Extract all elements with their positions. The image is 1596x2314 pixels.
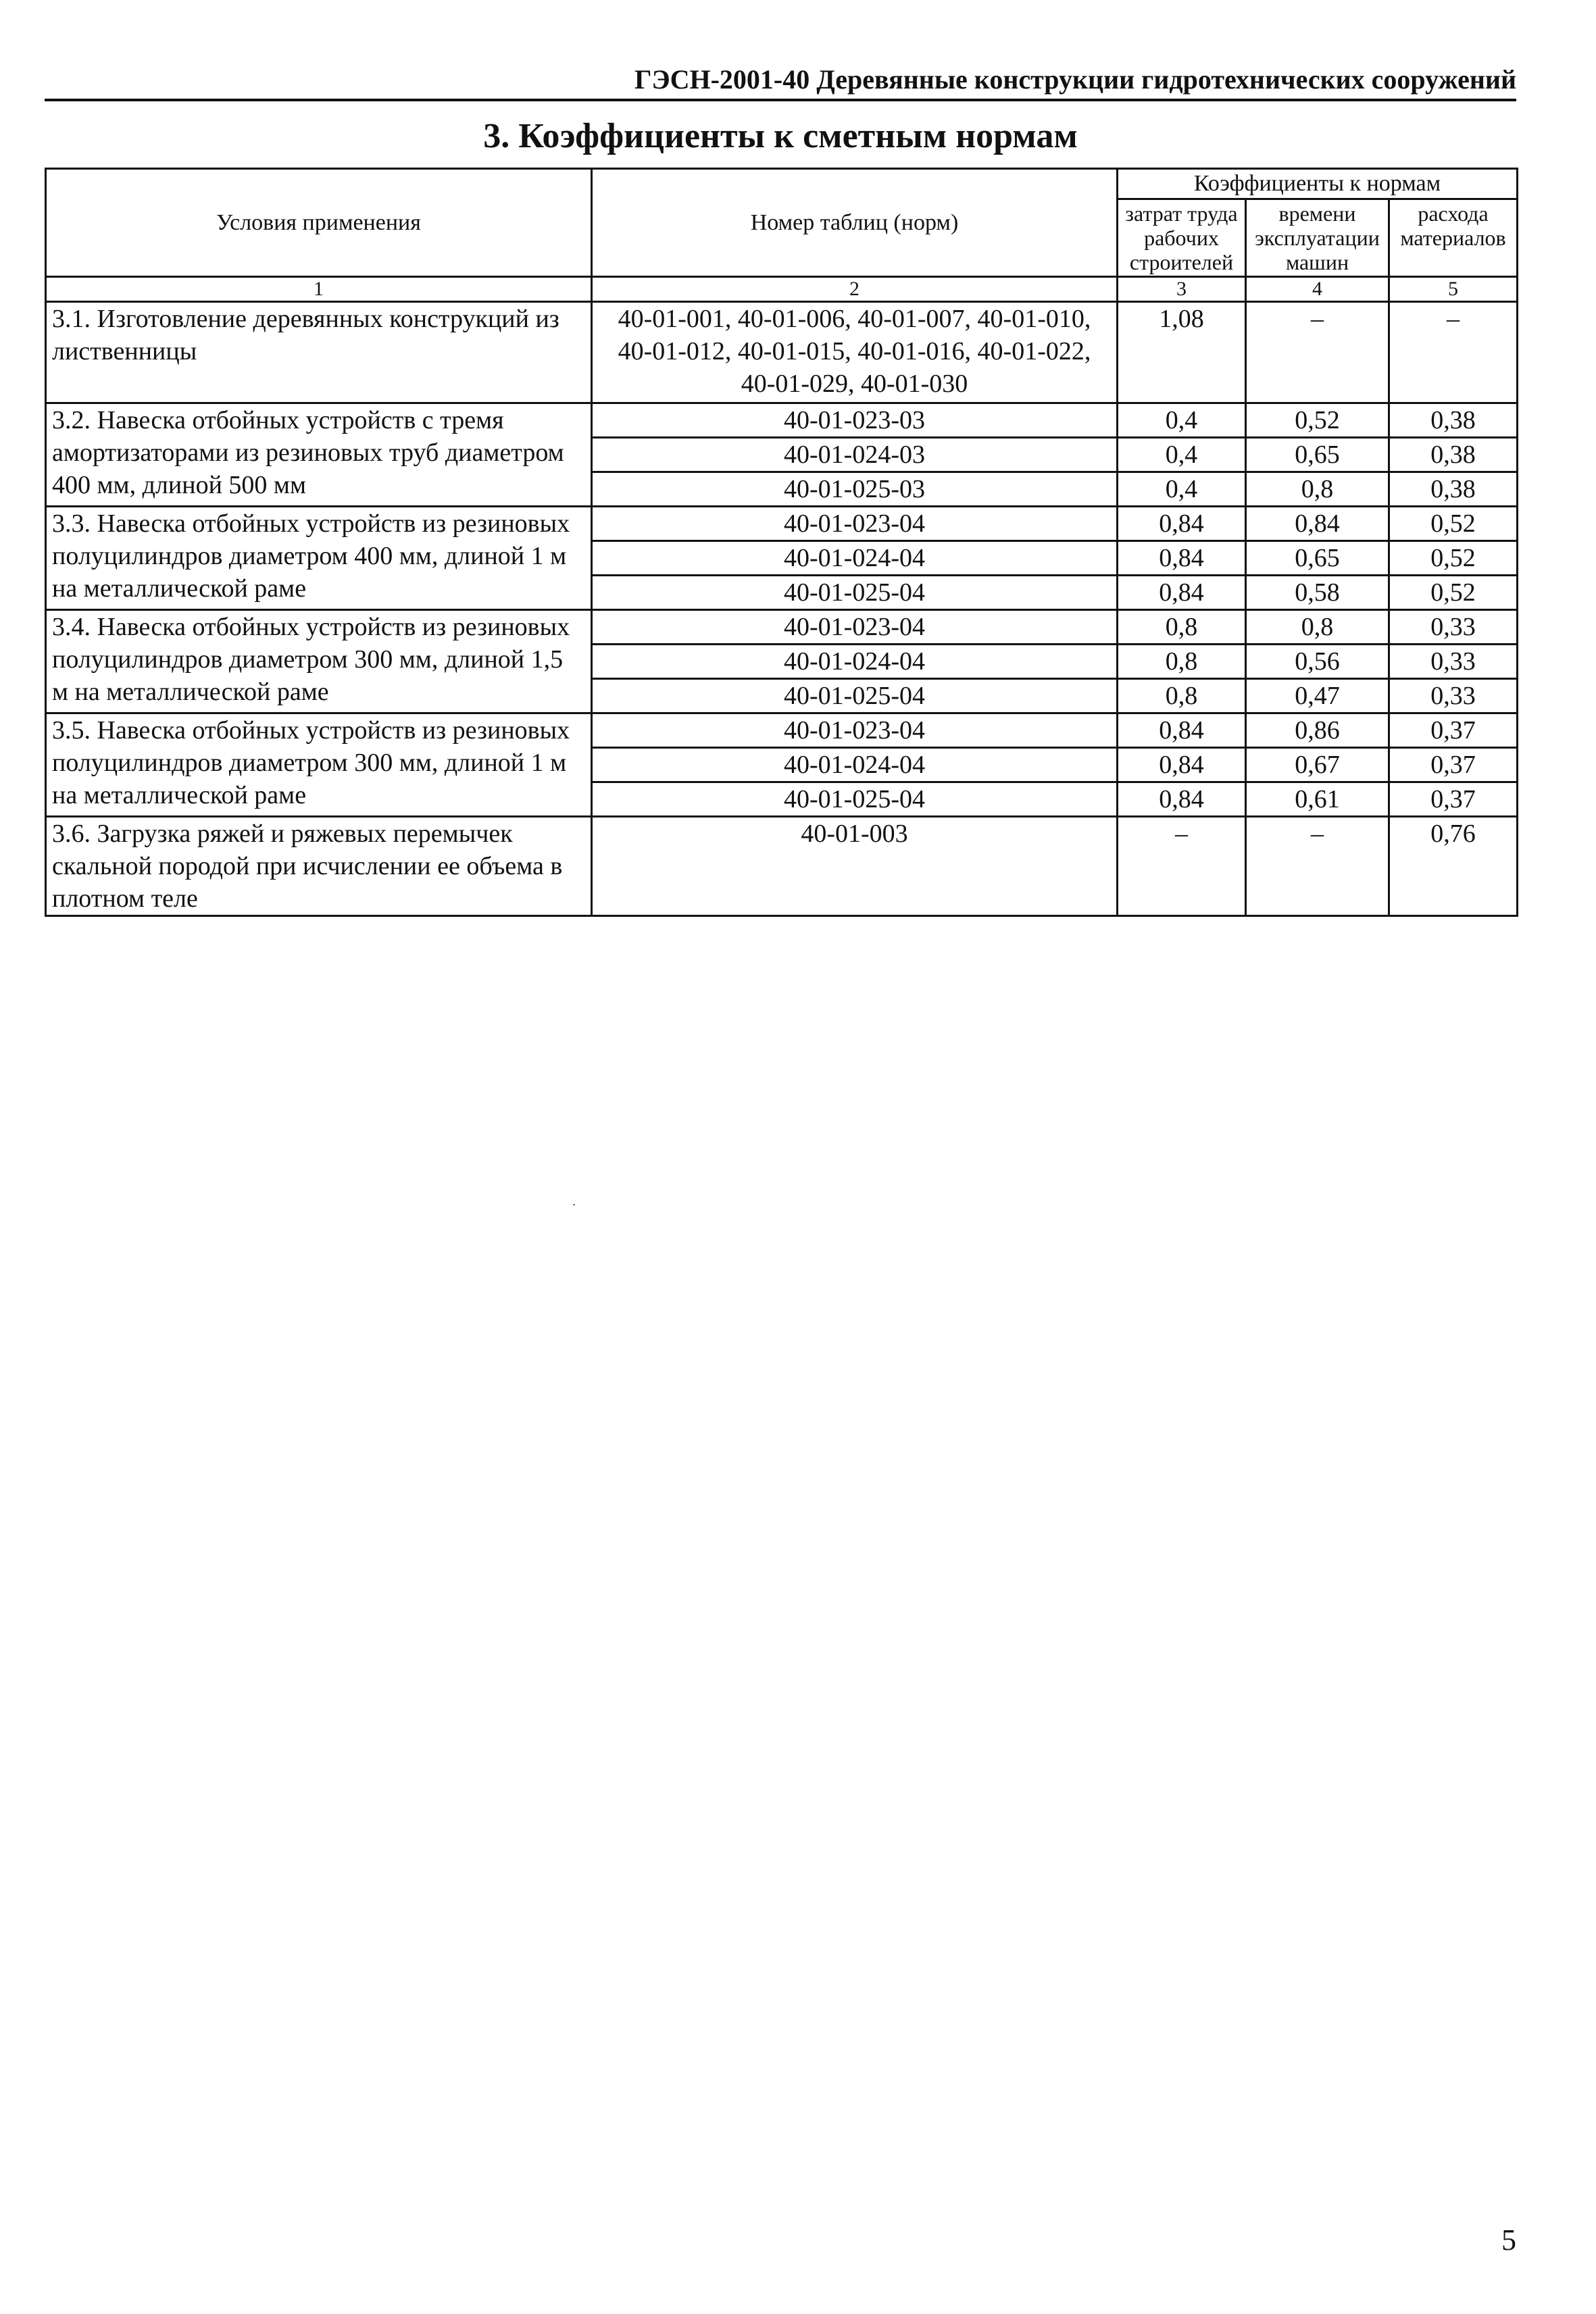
table-row	[46, 302, 1518, 403]
machines-cell: 0,61	[1246, 782, 1389, 817]
tables-cell: 40-01-025-03	[592, 472, 1118, 507]
labor-cell: 0,84	[1118, 507, 1246, 541]
machines-cell: 0,58	[1246, 576, 1389, 610]
column-index: 1	[46, 277, 592, 302]
table-row	[46, 403, 1518, 438]
tables-cell: 40-01-024-04	[592, 645, 1118, 679]
tables-cell: 40-01-023-04	[592, 610, 1118, 645]
materials-cell: 0,33	[1389, 645, 1518, 679]
materials-cell: 0,33	[1389, 610, 1518, 645]
labor-cell: 0,8	[1118, 645, 1246, 679]
labor-cell: 0,4	[1118, 438, 1246, 472]
tables-cell: 40-01-023-03	[592, 403, 1118, 438]
materials-cell: 0,38	[1389, 403, 1518, 438]
condition-cell: 3.2. Навеска отбойных устройств с тремя амортизаторами из резиновых труб диаметром 400 мм, длиной 500 мм	[46, 403, 592, 507]
labor-cell: 0,8	[1118, 610, 1246, 645]
machines-header: времени эксплуатации машин	[1246, 199, 1389, 277]
column-index: 4	[1246, 277, 1389, 302]
labor-cell: 0,84	[1118, 782, 1246, 817]
materials-cell: 0,37	[1389, 782, 1518, 817]
materials-cell: 0,38	[1389, 438, 1518, 472]
materials-cell: 0,33	[1389, 679, 1518, 713]
tables-cell: 40-01-025-04	[592, 782, 1118, 817]
materials-cell: 0,52	[1389, 507, 1518, 541]
machines-cell: 0,47	[1246, 679, 1389, 713]
materials-cell: 0,52	[1389, 576, 1518, 610]
condition-cell: 3.1. Изготовление деревянных конструкций из лиственницы	[46, 302, 592, 403]
tables-cell: 40-01-025-04	[592, 576, 1118, 610]
machines-cell: 0,86	[1246, 713, 1389, 748]
running-header	[45, 64, 1516, 101]
materials-cell: 0,37	[1389, 748, 1518, 782]
labor-cell: 0,8	[1118, 679, 1246, 713]
tables-cell: 40-01-003	[592, 817, 1118, 916]
machines-cell: 0,8	[1246, 472, 1389, 507]
table-row	[46, 713, 1518, 748]
condition-cell: 3.4. Навеска отбойных устройств из резиновых полуцилиндров диаметром 300 мм, длиной 1,5 м на металлической раме	[46, 610, 592, 713]
tables-header: Номер таблиц (норм)	[592, 169, 1118, 277]
table-row	[46, 817, 1518, 916]
tables-cell: 40-01-024-04	[592, 541, 1118, 576]
column-index: 3	[1118, 277, 1246, 302]
machines-cell: 0,65	[1246, 541, 1389, 576]
machines-cell: 0,67	[1246, 748, 1389, 782]
machines-cell: –	[1246, 817, 1389, 916]
table-row	[46, 610, 1518, 645]
materials-cell: –	[1389, 302, 1518, 403]
materials-cell: 0,76	[1389, 817, 1518, 916]
condition-cell: 3.3. Навеска отбойных устройств из резиновых полуцилиндров диаметром 400 мм, длиной 1 м на металлической раме	[46, 507, 592, 610]
running-header-title: ГЭСН-2001-40 Деревянные конструкции гидротехнических сооружений	[634, 64, 1516, 95]
machines-cell: –	[1246, 302, 1389, 403]
machines-cell: 0,56	[1246, 645, 1389, 679]
materials-cell: 0,37	[1389, 713, 1518, 748]
machines-cell: 0,8	[1246, 610, 1389, 645]
labor-cell: 0,84	[1118, 576, 1246, 610]
column-index-row	[46, 277, 1518, 302]
table-head-row	[46, 169, 1518, 199]
tables-cell: 40-01-025-04	[592, 679, 1118, 713]
section-title: 3. Коэффициенты к сметным нормам	[483, 117, 1078, 155]
tables-cell: 40-01-024-04	[592, 748, 1118, 782]
labor-cell: 0,84	[1118, 541, 1246, 576]
labor-header: затрат труда рабочих строителей	[1118, 199, 1246, 277]
machines-cell: 0,84	[1246, 507, 1389, 541]
condition-cell: 3.6. Загрузка ряжей и ряжевых перемычек скальной породой при исчислении ее объема в плотном теле	[46, 817, 592, 916]
labor-cell: 0,84	[1118, 748, 1246, 782]
labor-cell: 1,08	[1118, 302, 1246, 403]
condition-cell: 3.5. Навеска отбойных устройств из резиновых полуцилиндров диаметром 300 мм, длиной 1 м на металлической раме	[46, 713, 592, 817]
tables-cell: 40-01-024-03	[592, 438, 1118, 472]
coefficients-header: Коэффициенты к нормам	[1118, 169, 1518, 199]
page-number: 5	[1501, 2223, 1516, 2257]
materials-cell: 0,38	[1389, 472, 1518, 507]
column-index: 5	[1389, 277, 1518, 302]
labor-cell: 0,84	[1118, 713, 1246, 748]
machines-cell: 0,65	[1246, 438, 1389, 472]
tables-cell: 40-01-023-04	[592, 507, 1118, 541]
labor-cell: 0,4	[1118, 403, 1246, 438]
labor-cell: 0,4	[1118, 472, 1246, 507]
tables-cell: 40-01-023-04	[592, 713, 1118, 748]
labor-cell: –	[1118, 817, 1246, 916]
column-index: 2	[592, 277, 1118, 302]
table-row	[46, 507, 1518, 541]
machines-cell: 0,52	[1246, 403, 1389, 438]
materials-cell: 0,52	[1389, 541, 1518, 576]
scan-speck	[573, 1204, 575, 1205]
tables-cell: 40-01-001, 40-01-006, 40-01-007, 40-01-010, 40-01-012, 40-01-015, 40-01-016, 40-01-022, 40-01-029, 40-01-030	[592, 302, 1118, 403]
conditions-header: Условия применения	[46, 169, 592, 277]
coefficients-table	[45, 168, 1518, 917]
materials-header: расхода материалов	[1389, 199, 1518, 277]
